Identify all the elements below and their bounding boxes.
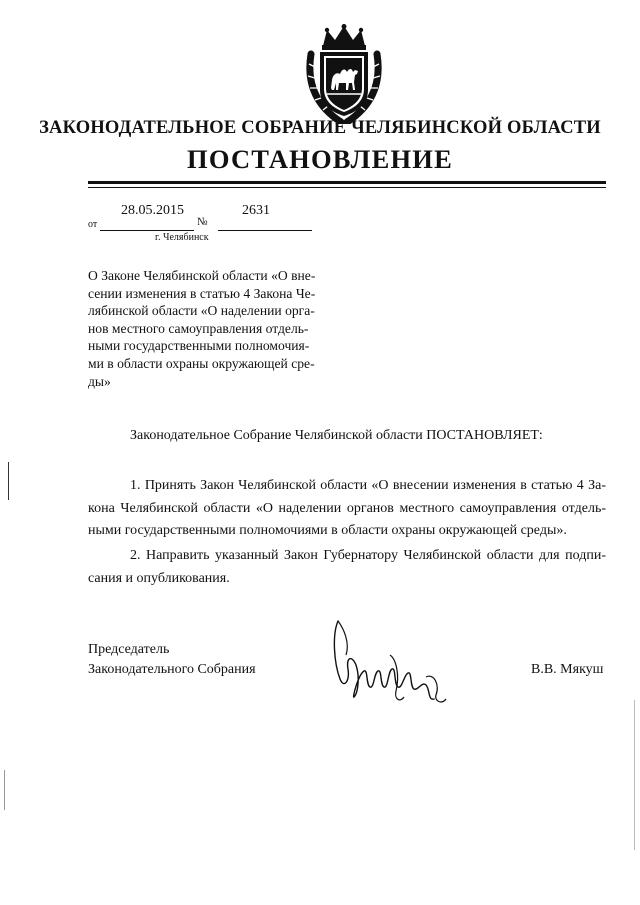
scan-margin-mark xyxy=(634,700,635,850)
signer-name: В.В. Мякуш xyxy=(531,662,604,677)
from-label: от xyxy=(88,219,98,230)
chairman-title xyxy=(88,640,256,680)
city-label: г. Челябинск xyxy=(155,232,209,243)
subject-line: нов местного самоуправления отдель- xyxy=(88,320,309,336)
subject-line: О Законе Челябинской области «О вне- xyxy=(88,268,316,283)
decree-lead: Законодательное Собрание Челябинской области ПОСТАНОВЛЯЕТ: xyxy=(130,428,543,443)
document-number: 2631 xyxy=(242,203,270,218)
subject-line: ды» xyxy=(88,373,111,389)
scan-margin-mark xyxy=(4,770,5,810)
handwritten-signature-icon xyxy=(330,615,450,715)
subject-line: ными государственными полномочия- xyxy=(88,338,310,354)
document-type-heading: ПОСТАНОВЛЕНИЕ xyxy=(187,144,453,174)
chairman-title-line: Председатель xyxy=(88,642,170,657)
paragraph-line: кона Челябинской области «О наделении органов местного самоуправления отдель- xyxy=(88,500,606,516)
document-date: 28.05.2015 xyxy=(121,203,184,218)
subject-block xyxy=(88,267,358,390)
scan-margin-mark xyxy=(8,462,9,500)
paragraph-line: 2. Направить указанный Закон Губернатору Челябинской области для подпи- xyxy=(130,548,606,563)
number-label: № xyxy=(197,216,208,228)
coat-of-arms-icon xyxy=(305,24,383,124)
header-rule-thick xyxy=(88,181,606,184)
header-rule-thin xyxy=(88,187,606,188)
organization-title: ЗАКОНОДАТЕЛЬНОЕ СОБРАНИЕ ЧЕЛЯБИНСКОЙ ОБЛАСТИ xyxy=(39,118,601,138)
number-underline xyxy=(218,230,312,231)
chairman-title-line: Законодательного Собрания xyxy=(88,662,256,677)
subject-line: лябинской области «О наделении орга- xyxy=(88,303,315,319)
date-underline xyxy=(100,230,194,231)
paragraph-1 xyxy=(88,475,606,543)
paragraph-line: ными государственными полномочиями в области охраны окружающей среды». xyxy=(88,523,567,538)
paragraph-line: 1. Принять Закон Челябинской области «О внесении изменения в статью 4 За- xyxy=(130,478,606,493)
paragraph-line: сания и опубликования. xyxy=(88,570,230,586)
subject-line: сении изменения в статью 4 Закона Че- xyxy=(88,285,316,301)
paragraph-2 xyxy=(88,545,606,590)
subject-line: ми в области охраны окружающей сре- xyxy=(88,355,315,371)
